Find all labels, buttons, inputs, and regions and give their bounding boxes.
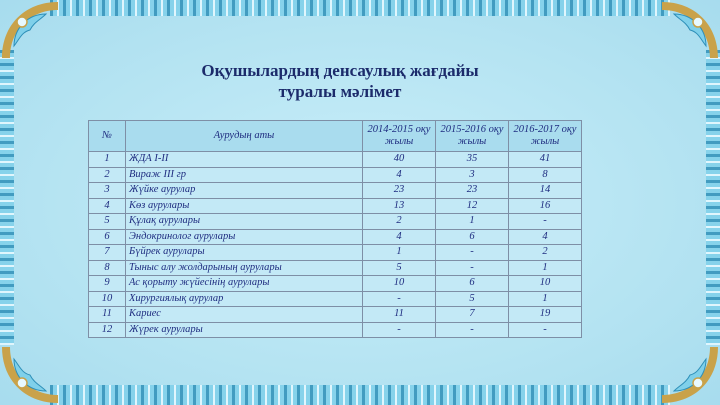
value-2016-2017: 2 (509, 245, 582, 261)
value-2016-2017: - (509, 214, 582, 230)
ornament-border-bottom (50, 385, 670, 405)
value-2016-2017: 1 (509, 291, 582, 307)
value-2015-2016: 6 (436, 229, 509, 245)
disease-name: Жүйке аурулар (126, 183, 363, 199)
page-title-line-1: Оқушылардың денсаулық жағдайы (201, 61, 479, 80)
disease-name: Тыныс алу жолдарының аурулары (126, 260, 363, 276)
disease-name: Вираж ІІІ гр (126, 167, 363, 183)
health-data-table (88, 120, 582, 338)
ornament-corner-top-right (660, 0, 720, 60)
table-row (89, 167, 582, 183)
disease-name: Жүрек аурулары (126, 322, 363, 338)
value-2014-2015: 40 (363, 152, 436, 168)
row-number: 10 (89, 291, 126, 307)
row-number: 6 (89, 229, 126, 245)
column-header-number: № (89, 121, 126, 152)
row-number: 8 (89, 260, 126, 276)
value-2016-2017: - (509, 322, 582, 338)
disease-name: Кариес (126, 307, 363, 323)
table-row (89, 229, 582, 245)
value-2014-2015: 10 (363, 276, 436, 292)
value-2014-2015: 23 (363, 183, 436, 199)
row-number: 12 (89, 322, 126, 338)
table-row (89, 245, 582, 261)
value-2016-2017: 16 (509, 198, 582, 214)
table-row (89, 322, 582, 338)
table-row (89, 276, 582, 292)
value-2015-2016: - (436, 245, 509, 261)
table-row (89, 307, 582, 323)
row-number: 7 (89, 245, 126, 261)
value-2016-2017: 14 (509, 183, 582, 199)
value-2014-2015: 1 (363, 245, 436, 261)
value-2014-2015: 11 (363, 307, 436, 323)
value-2015-2016: 3 (436, 167, 509, 183)
row-number: 3 (89, 183, 126, 199)
table-row (89, 260, 582, 276)
disease-name: Бүйрек аурулары (126, 245, 363, 261)
row-number: 9 (89, 276, 126, 292)
value-2016-2017: 41 (509, 152, 582, 168)
value-2015-2016: 6 (436, 276, 509, 292)
table-header-row (89, 121, 582, 152)
table-row (89, 183, 582, 199)
column-header-2015-2016: 2015-2016 оқу жылы (436, 121, 509, 152)
table-row (89, 152, 582, 168)
page-title (160, 60, 520, 102)
value-2015-2016: 35 (436, 152, 509, 168)
value-2014-2015: - (363, 291, 436, 307)
column-header-disease: Аурудың аты (126, 121, 363, 152)
ornament-corner-bottom-right (660, 345, 720, 405)
value-2014-2015: 5 (363, 260, 436, 276)
row-number: 2 (89, 167, 126, 183)
value-2014-2015: 13 (363, 198, 436, 214)
ornament-border-top (50, 0, 670, 16)
value-2014-2015: - (363, 322, 436, 338)
value-2016-2017: 19 (509, 307, 582, 323)
ornament-border-left (0, 50, 14, 345)
value-2015-2016: - (436, 322, 509, 338)
value-2014-2015: 4 (363, 229, 436, 245)
row-number: 11 (89, 307, 126, 323)
value-2015-2016: 1 (436, 214, 509, 230)
row-number: 1 (89, 152, 126, 168)
value-2015-2016: 23 (436, 183, 509, 199)
disease-name: Көз аурулары (126, 198, 363, 214)
ornament-corner-top-left (0, 0, 60, 60)
value-2015-2016: 5 (436, 291, 509, 307)
column-header-2014-2015: 2014-2015 оқу жылы (363, 121, 436, 152)
column-header-2016-2017: 2016-2017 оқу жылы (509, 121, 582, 152)
table-body (89, 152, 582, 338)
disease-name: Ас қорыту жүйесінің аурулары (126, 276, 363, 292)
disease-name: Құлақ аурулары (126, 214, 363, 230)
table-row (89, 214, 582, 230)
ornament-corner-bottom-left (0, 345, 60, 405)
value-2015-2016: - (436, 260, 509, 276)
ornament-border-right (706, 50, 720, 345)
value-2015-2016: 7 (436, 307, 509, 323)
table-row (89, 198, 582, 214)
value-2015-2016: 12 (436, 198, 509, 214)
value-2016-2017: 1 (509, 260, 582, 276)
table-row (89, 291, 582, 307)
value-2016-2017: 8 (509, 167, 582, 183)
value-2014-2015: 2 (363, 214, 436, 230)
row-number: 5 (89, 214, 126, 230)
page-title-line-2: туралы мәлімет (278, 82, 402, 101)
value-2014-2015: 4 (363, 167, 436, 183)
disease-name: Эндокринолог аурулары (126, 229, 363, 245)
disease-name: ЖДА І-ІІ (126, 152, 363, 168)
value-2016-2017: 4 (509, 229, 582, 245)
disease-name: Хирургиялық аурулар (126, 291, 363, 307)
value-2016-2017: 10 (509, 276, 582, 292)
row-number: 4 (89, 198, 126, 214)
